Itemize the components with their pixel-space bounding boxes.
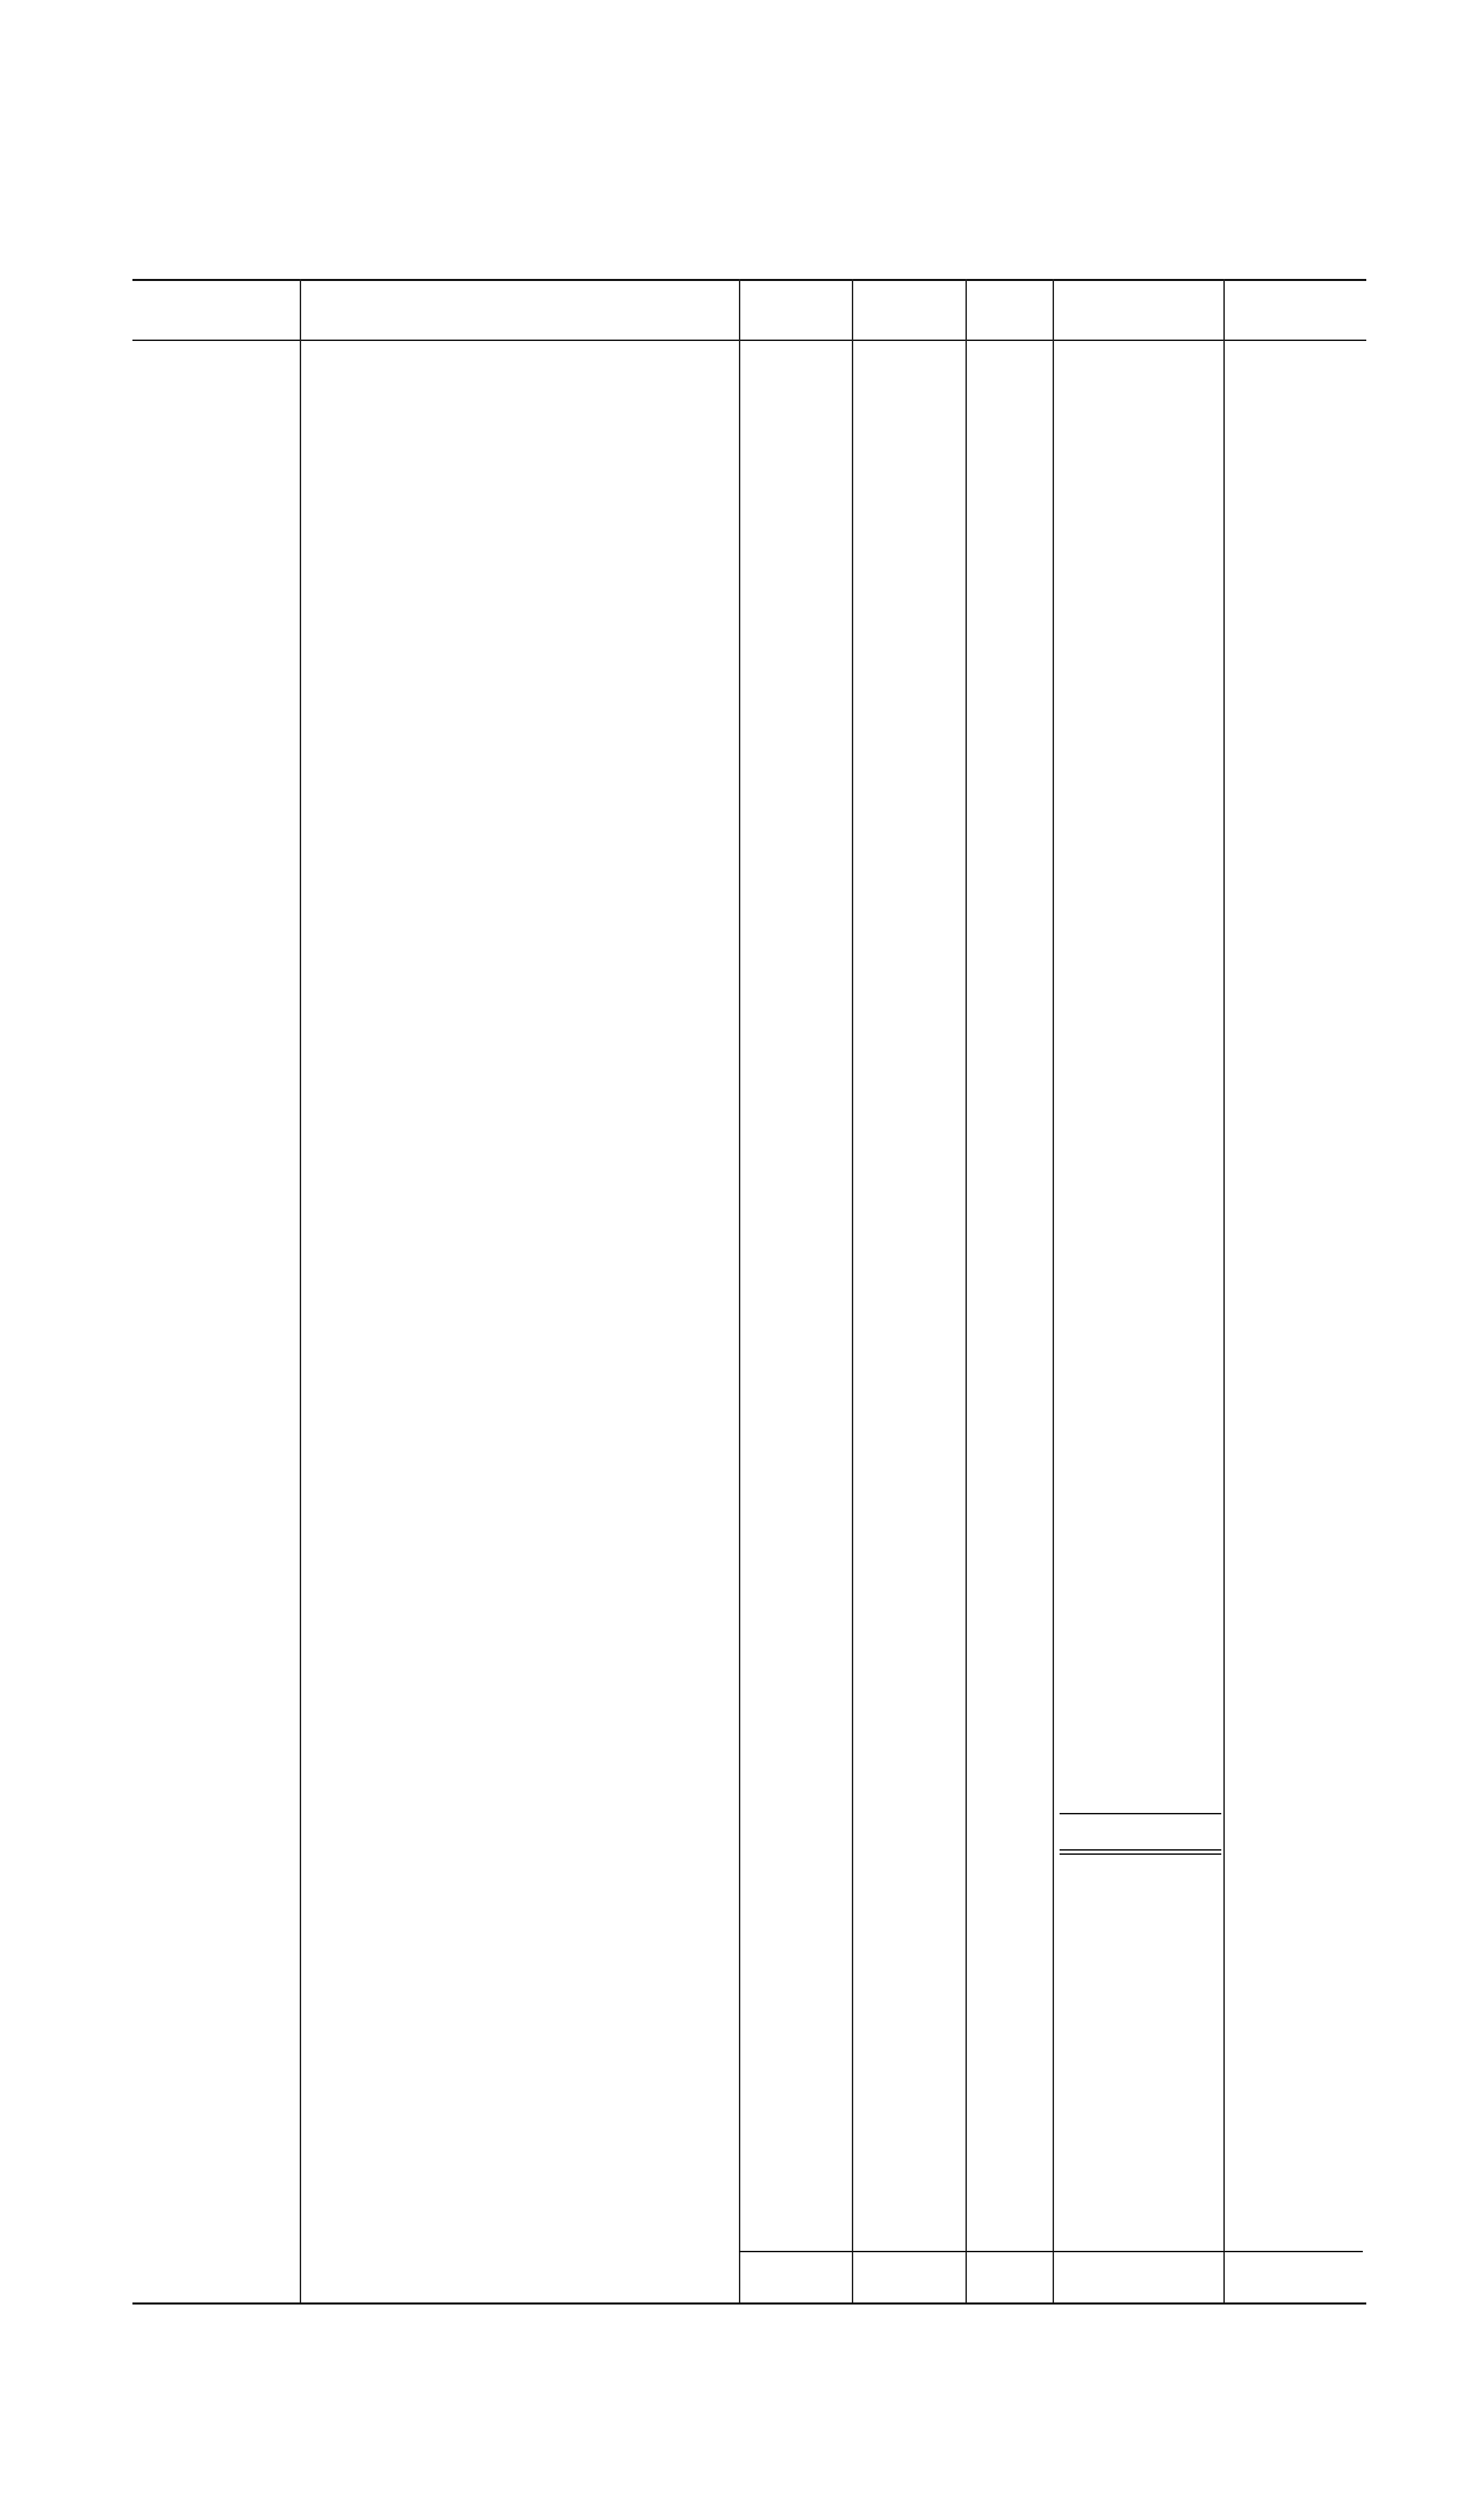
table-row (0, 488, 1482, 516)
table-row (0, 1211, 1482, 1239)
table-row (0, 1517, 1482, 1545)
table-row (0, 738, 1482, 766)
table-row (0, 1545, 1482, 1573)
table-row (0, 1100, 1482, 1128)
table-row (0, 460, 1482, 488)
table-row (0, 544, 1482, 572)
table-row (0, 877, 1482, 905)
table-row (0, 1462, 1482, 1489)
table-row (0, 1712, 1482, 1740)
table-row (0, 1900, 1482, 1928)
table-row (0, 1183, 1482, 1211)
table-row (0, 1768, 1482, 1796)
table-row (0, 2056, 1482, 2083)
table-row (0, 2083, 1482, 2111)
table-row (0, 711, 1482, 738)
table-row (0, 905, 1482, 933)
table-row (0, 933, 1482, 961)
table-row (0, 1601, 1482, 1629)
table-row (0, 1351, 1482, 1379)
table-row (0, 1573, 1482, 1601)
table-top-rule (132, 279, 1366, 281)
table-row (0, 2201, 1482, 2229)
table-row (0, 1939, 1482, 1967)
carried-rule-top (739, 2251, 1363, 2252)
table-row (0, 1323, 1482, 1351)
table-row (0, 2028, 1482, 2056)
table-row (0, 2145, 1482, 2173)
table-row (0, 627, 1482, 655)
table-row (0, 1295, 1482, 1323)
table-row (0, 683, 1482, 711)
table-row (0, 432, 1482, 460)
subtotal-row (0, 1820, 1482, 1848)
table-row (0, 1267, 1482, 1295)
subtotal-rule-bottom-1 (1060, 1849, 1221, 1851)
table-row (0, 571, 1482, 599)
table-row (0, 766, 1482, 794)
subtotal-rule-bottom-2 (1060, 1853, 1221, 1855)
table-row (0, 1379, 1482, 1406)
table-bottom-rule (132, 2302, 1366, 2305)
table-row (0, 1239, 1482, 1267)
table-row (0, 1017, 1482, 1045)
table-row (0, 1406, 1482, 1434)
table-row (0, 655, 1482, 683)
table-row (0, 1684, 1482, 1712)
table-row (0, 1657, 1482, 1685)
table-row (0, 2173, 1482, 2201)
header-bottom-rule (132, 340, 1366, 341)
table-row (0, 1155, 1482, 1183)
table-row (0, 822, 1482, 850)
table-row (0, 1489, 1482, 1517)
table-row (0, 599, 1482, 627)
table-row (0, 2117, 1482, 2145)
table-row (0, 1995, 1482, 2023)
table-row (0, 2259, 1482, 2287)
table-row (0, 1128, 1482, 1155)
table-row (0, 1434, 1482, 1462)
table-row (0, 961, 1482, 989)
table-row (0, 794, 1482, 822)
subtotal-rule-top (1060, 1813, 1221, 1814)
table-row (0, 1045, 1482, 1072)
table-row (0, 516, 1482, 544)
table-row (0, 404, 1482, 432)
table-row (0, 1967, 1482, 1995)
culverts-heading-row (0, 1867, 1482, 1895)
table-row (0, 1740, 1482, 1768)
table-row (0, 849, 1482, 877)
table-row (0, 1629, 1482, 1657)
table-row (0, 989, 1482, 1017)
currency-header-row (0, 373, 1482, 401)
table-row (0, 1072, 1482, 1100)
